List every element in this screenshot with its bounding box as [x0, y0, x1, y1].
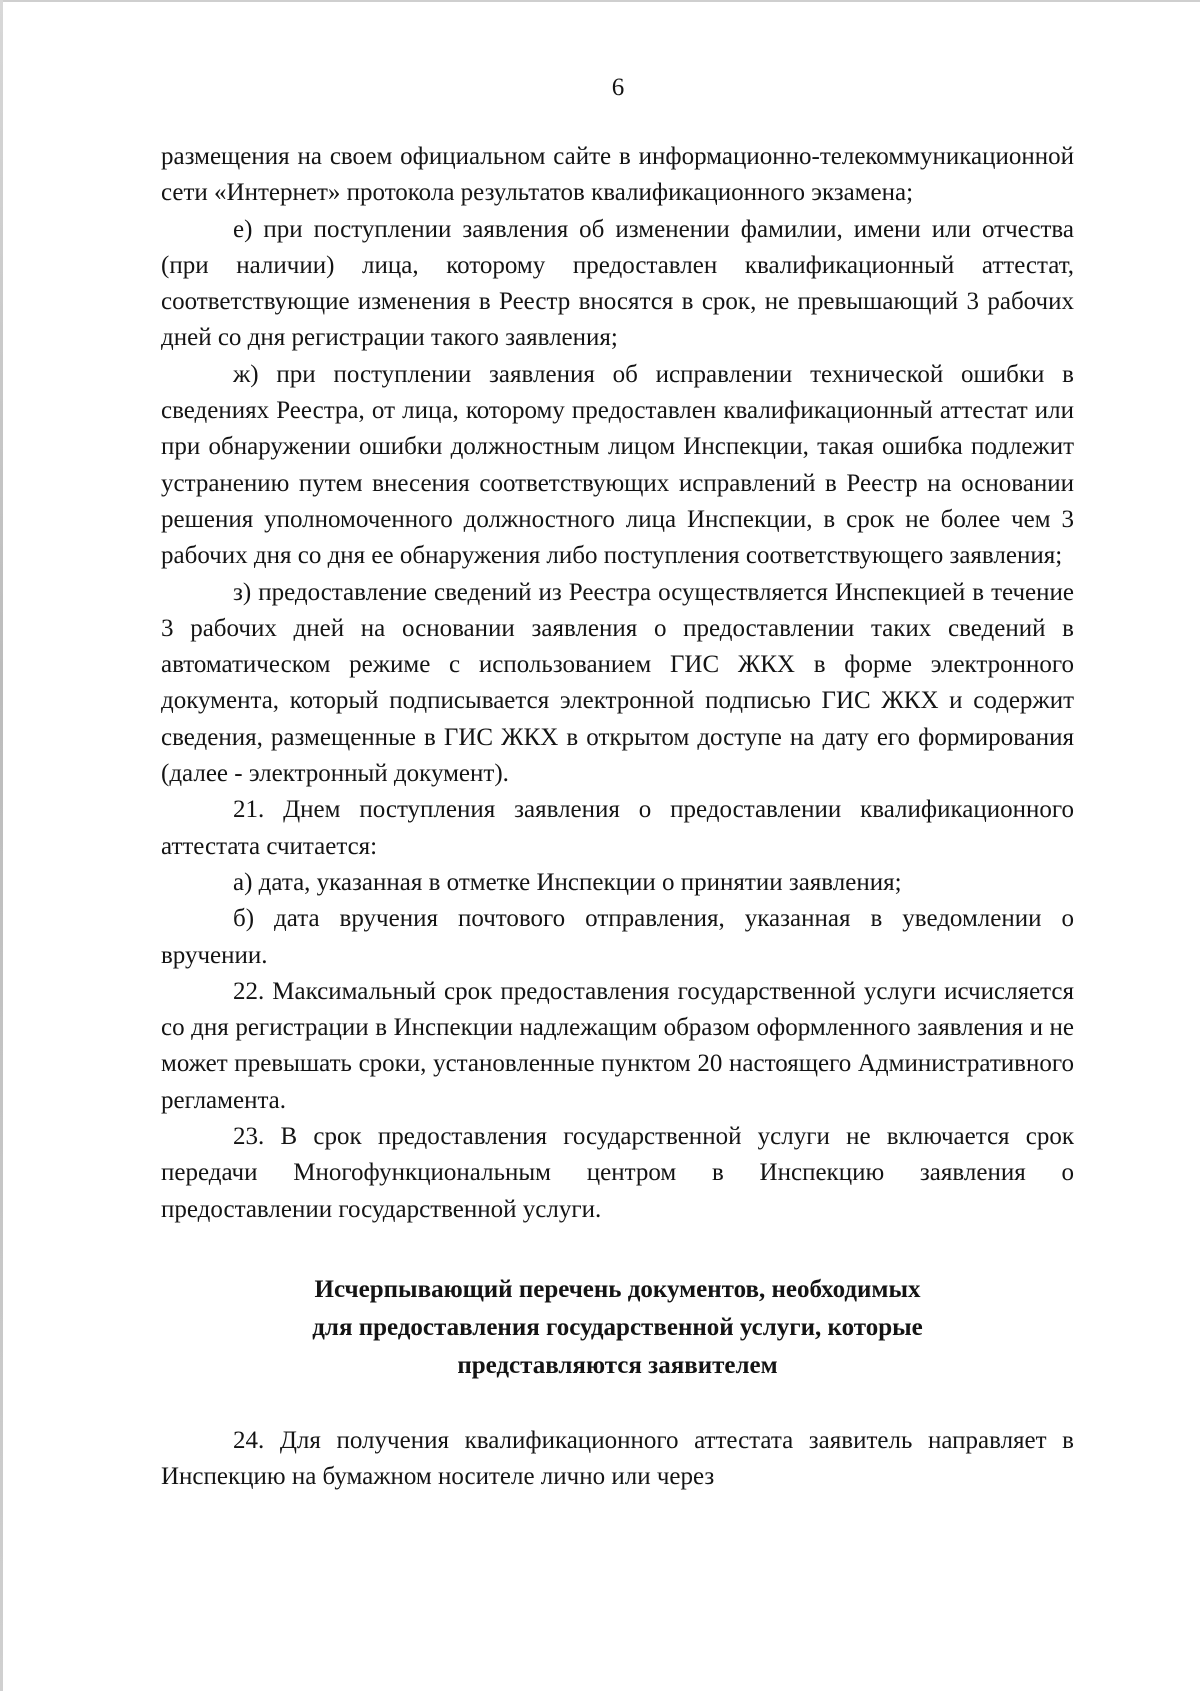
paragraph-22: 22. Максимальный срок предоставления государственной услуги исчисляется со дня регистрации в Инспекции надлежащим образом оформленного заявления и не может превышать сроки, установленные пунктом 20 настоящего Административного регламента.	[161, 977, 1074, 1114]
page-number: 6	[611, 74, 625, 101]
section-heading	[161, 1271, 1074, 1385]
paragraph-23: 23. В срок предоставления государственной услуги не включается срок передачи Многофункциональным центром в Инспекцию заявления о предоставлении государственной услуги.	[161, 1123, 1074, 1223]
scan-edge-left	[0, 0, 3, 1691]
paragraph-24: 24. Для получения квалификационного аттестата заявитель направляет в Инспекцию на бумажном носителе лично или через	[161, 1426, 1074, 1491]
scan-edge-top	[0, 0, 1200, 2]
paragraph-item-e: е) при поступлении заявления об изменении фамилии, имени или отчества (при наличии) лица, которому предоставлен квалификационный аттестат, соответствующие изменения в Реестр вносятся в срок, не превышающий 3 рабочих дней со дня регистрации такого заявления;	[161, 215, 1074, 352]
section-heading-line-2: для предоставления государственной услуги, которые	[312, 1313, 923, 1341]
heading-spacer	[161, 1385, 1074, 1423]
paragraph-continuation: размещения на своем официальном сайте в информационно-телекоммуникационной сети «Интернет» протокола результатов квалификационного экзамена;	[161, 143, 1074, 207]
section-heading-line-1: Исчерпывающий перечень документов, необходимых	[314, 1275, 921, 1303]
paragraph-item-z: з) предоставление сведений из Реестра осуществляется Инспекцией в течение 3 рабочих дней на основании заявления о предоставлении таких сведений в автоматическом режиме с использованием ГИС ЖКХ в форме электронного документа, который подписывается электронной подписью ГИС ЖКХ и содержит сведения, размещенные в ГИС ЖКХ в открытом доступе на дату его формирования (далее - электронный документ).	[161, 578, 1074, 788]
paragraph-21: 21. Днем поступления заявления о предоставлении квалификационного аттестата считается:	[161, 796, 1074, 860]
section-heading-line-3: представляются заявителем	[457, 1351, 778, 1379]
paragraph-21-b: б) дата вручения почтового отправления, указанная в уведомлении о вручении.	[161, 905, 1074, 969]
paragraph-item-zh: ж) при поступлении заявления об исправлении технической ошибки в сведениях Реестра, от лица, которому предоставлен квалификационный аттестат или при обнаружении ошибки должностным лицом Инспекции, такая ошибка подлежит устранению путем внесения соответствующих исправлений в Реестр на основании решения уполномоченного должностного лица Инспекции, в срок не более чем 3 рабочих дня со дня ее обнаружения либо поступления соответствующего заявления;	[161, 360, 1074, 570]
paragraph-21-a: а) дата, указанная в отметке Инспекции о принятии заявления;	[233, 868, 902, 896]
document-body	[161, 139, 1074, 1496]
